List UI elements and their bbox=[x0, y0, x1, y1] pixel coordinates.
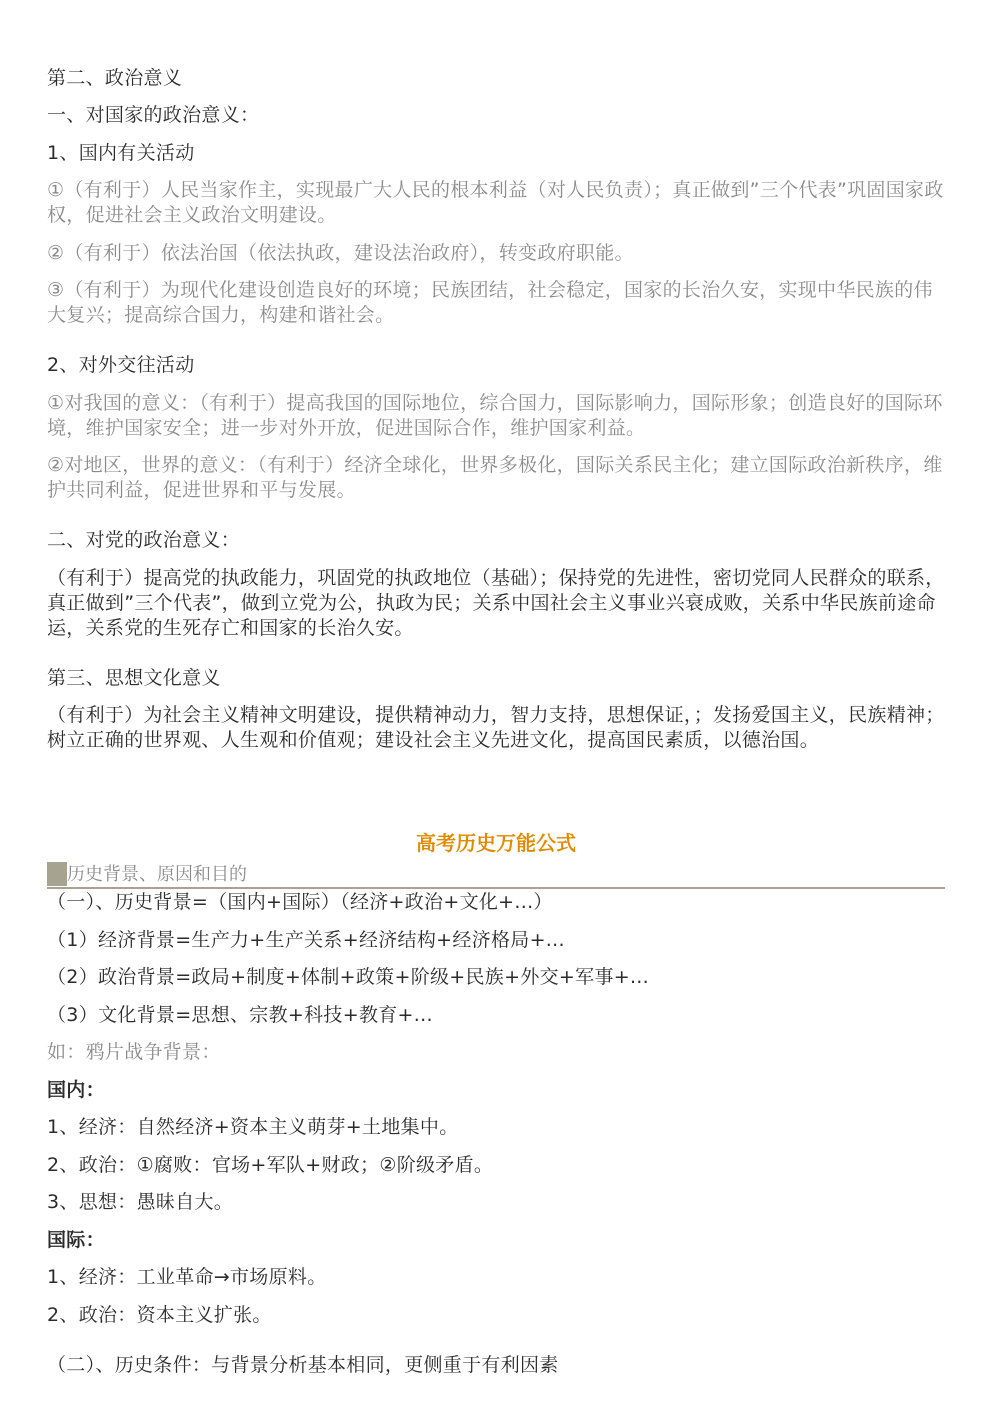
section-heading bbox=[47, 862, 945, 889]
cultural-background: （3）文化背景=思想、宗教+科技+教育+... bbox=[47, 1004, 433, 1026]
paragraph-item-1: ①（有利于）人民当家作主，实现最广大人民的根本利益（对人民负责）；真正做到”三个代表”巩固国家政权，促进社会主义政治文明建设。 bbox=[47, 179, 944, 226]
paragraph-item-3: ③（有利于）为现代化建设创造良好的环境；民族团结，社会稳定，国家的长治久安，实现中华民族的伟大复兴；提高综合国力，构建和谐社会。 bbox=[47, 279, 933, 326]
domestic-item-economy: 1、经济：自然经济+资本主义萌芽+土地集中。 bbox=[47, 1116, 459, 1138]
section-heading-text: 历史背景、原因和目的 bbox=[67, 864, 247, 885]
part3-paragraph: （有利于）为社会主义精神文明建设，提供精神动力，智力支持，思想保证，；发扬爱国主义，民族精神；树立正确的世界观、人生观和价值观；建设社会主义先进文化，提高国民素质，以德治国。 bbox=[47, 704, 945, 751]
political-background: （2）政治背景=政局+制度+体制+政策+阶级+民族+外交+军事+... bbox=[47, 966, 649, 988]
background-formula: （一）、历史背景=（国内+国际）（经济+政治+文化+...） bbox=[47, 891, 553, 913]
economic-background: （1）经济背景=生产力+生产关系+经济结构+经济格局+... bbox=[47, 929, 565, 951]
paragraph-item-5: ②对地区，世界的意义：（有利于）经济全球化，世界多极化，国际关系民主化；建立国际政治新秩序，维护共同利益，促进世界和平与发展。 bbox=[47, 454, 943, 501]
domestic-item-politics: 2、政治：①腐败：官场+军队+财政；②阶级矛盾。 bbox=[47, 1154, 494, 1176]
paragraph-item-2: ②（有利于）依法治国（依法执政，建设法治政府），转变政府职能。 bbox=[47, 242, 634, 264]
paragraph-item-4: ①对我国的意义：（有利于）提高我国的国际地位，综合国力，国际影响力，国际形象；创造良好的国际环境，维护国家安全；进一步对外开放，促进国际合作，维护国家利益。 bbox=[47, 392, 943, 439]
domestic-label: 国内： bbox=[47, 1079, 105, 1101]
party-paragraph: （有利于）提高党的执政能力，巩固党的执政地位（基础）；保持党的先进性，密切党同人民群众的联系，真正做到”三个代表”，做到立党为公，执政为民；关系中国社会主义事业兴衰成败，关系中华民族前途命运，关系党的生死存亡和国家的长治久安。 bbox=[47, 567, 945, 639]
historical-conditions: （二）、历史条件：与背景分析基本相同，更侧重于有利因素 bbox=[47, 1354, 559, 1376]
foreign-activities-heading: 2、对外交往活动 bbox=[47, 354, 195, 376]
part2-heading: 第二、政治意义 bbox=[47, 67, 183, 89]
formula-title: 高考历史万能公式 bbox=[416, 831, 576, 855]
international-label: 国际： bbox=[47, 1229, 105, 1251]
national-significance-heading: 一、对国家的政治意义： bbox=[47, 104, 260, 126]
example-label: 如：鸦片战争背景： bbox=[47, 1041, 221, 1063]
party-significance-heading: 二、对党的政治意义： bbox=[47, 529, 241, 551]
international-item-politics: 2、政治：资本主义扩张。 bbox=[47, 1304, 272, 1326]
international-item-economy: 1、经济：工业革命→市场原料。 bbox=[47, 1266, 327, 1288]
domestic-activities-heading: 1、国内有关活动 bbox=[47, 142, 195, 164]
part3-heading: 第三、思想文化意义 bbox=[47, 667, 221, 689]
section-marker: 一 bbox=[47, 862, 67, 886]
domestic-item-thought: 3、思想：愚昧自大。 bbox=[47, 1191, 234, 1213]
